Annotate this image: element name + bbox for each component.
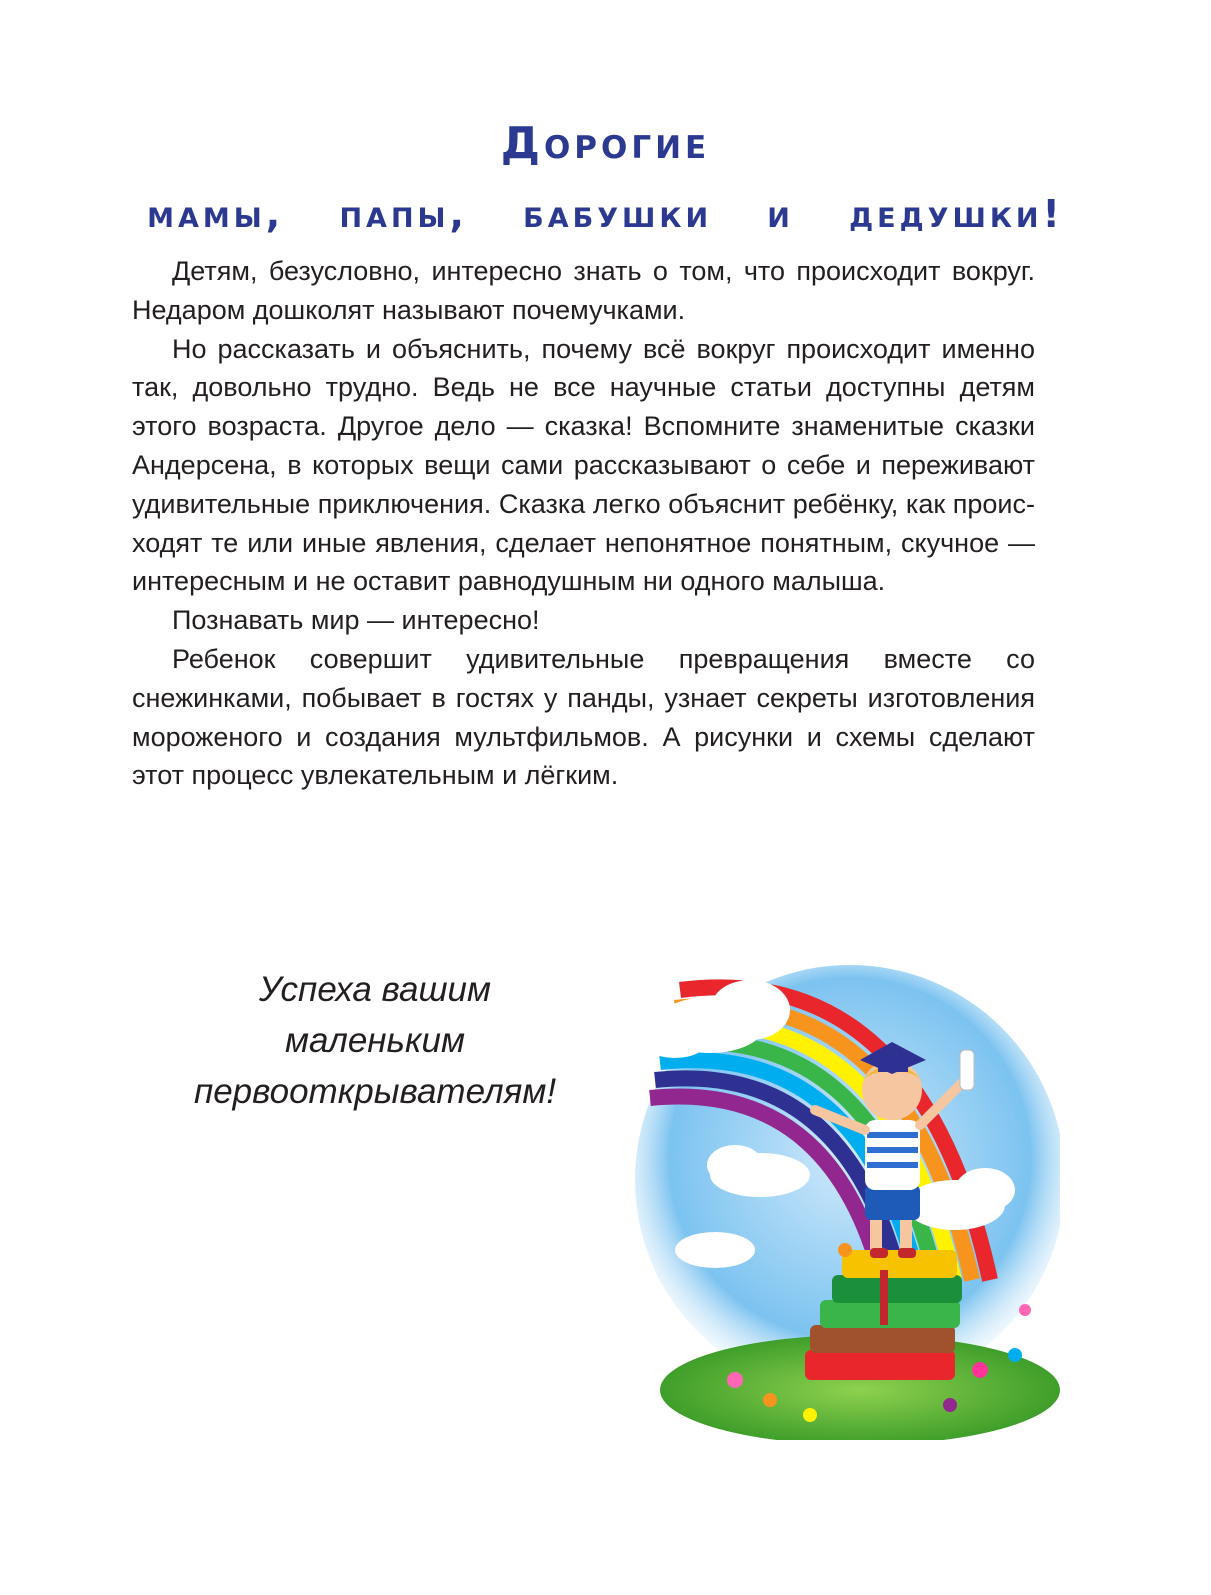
wish-text: [160, 964, 590, 1117]
paragraph-1: Детям, безусловно, интересно знать о том, что происходит вокруг. Недаром дошколят называют почемучками.: [132, 256, 1035, 325]
paragraph-3: Познавать мир — интересно!: [172, 605, 540, 636]
cloud-lower: [675, 1232, 755, 1268]
wish-line-1: Успеха вашим: [258, 970, 492, 1009]
intro-text: [132, 252, 1035, 795]
page-title: Дорогие: [500, 118, 711, 169]
paragraph-4: Ребенок совершит удивительные превращения вместе со снежинками, побывает в гостях у панды, узнает секреты изготовления мороженого и создания мультфильмов. А рисунки и схемы сделают этот процесс увлекательным и лёгким.: [132, 643, 1035, 791]
wish-line-2: маленьким: [285, 1021, 465, 1060]
page-subtitle: мамы, папы, бабушки и дедушки!: [147, 192, 1064, 236]
paragraph-2: Но рассказать и объяснить, почему всё вокруг происходит именно так, довольно трудно. Ведь не все научные статьи доступны детям этого возраста. Другое дело — сказка! Вспомните знаменитые сказки Андерсена, в которых вещи сами рассказывают о себе и переживают удивительные приключения. Сказка легко объяснит ребёнку, как происходят те или иные явления, сделает непонятное понятным, скучное — интересным и не оставит равнодушным ни одного малыша.: [132, 333, 1035, 597]
wish-line-3: первооткрывателям!: [193, 1072, 557, 1111]
rainbow-boy-illustration: [620, 950, 1060, 1440]
